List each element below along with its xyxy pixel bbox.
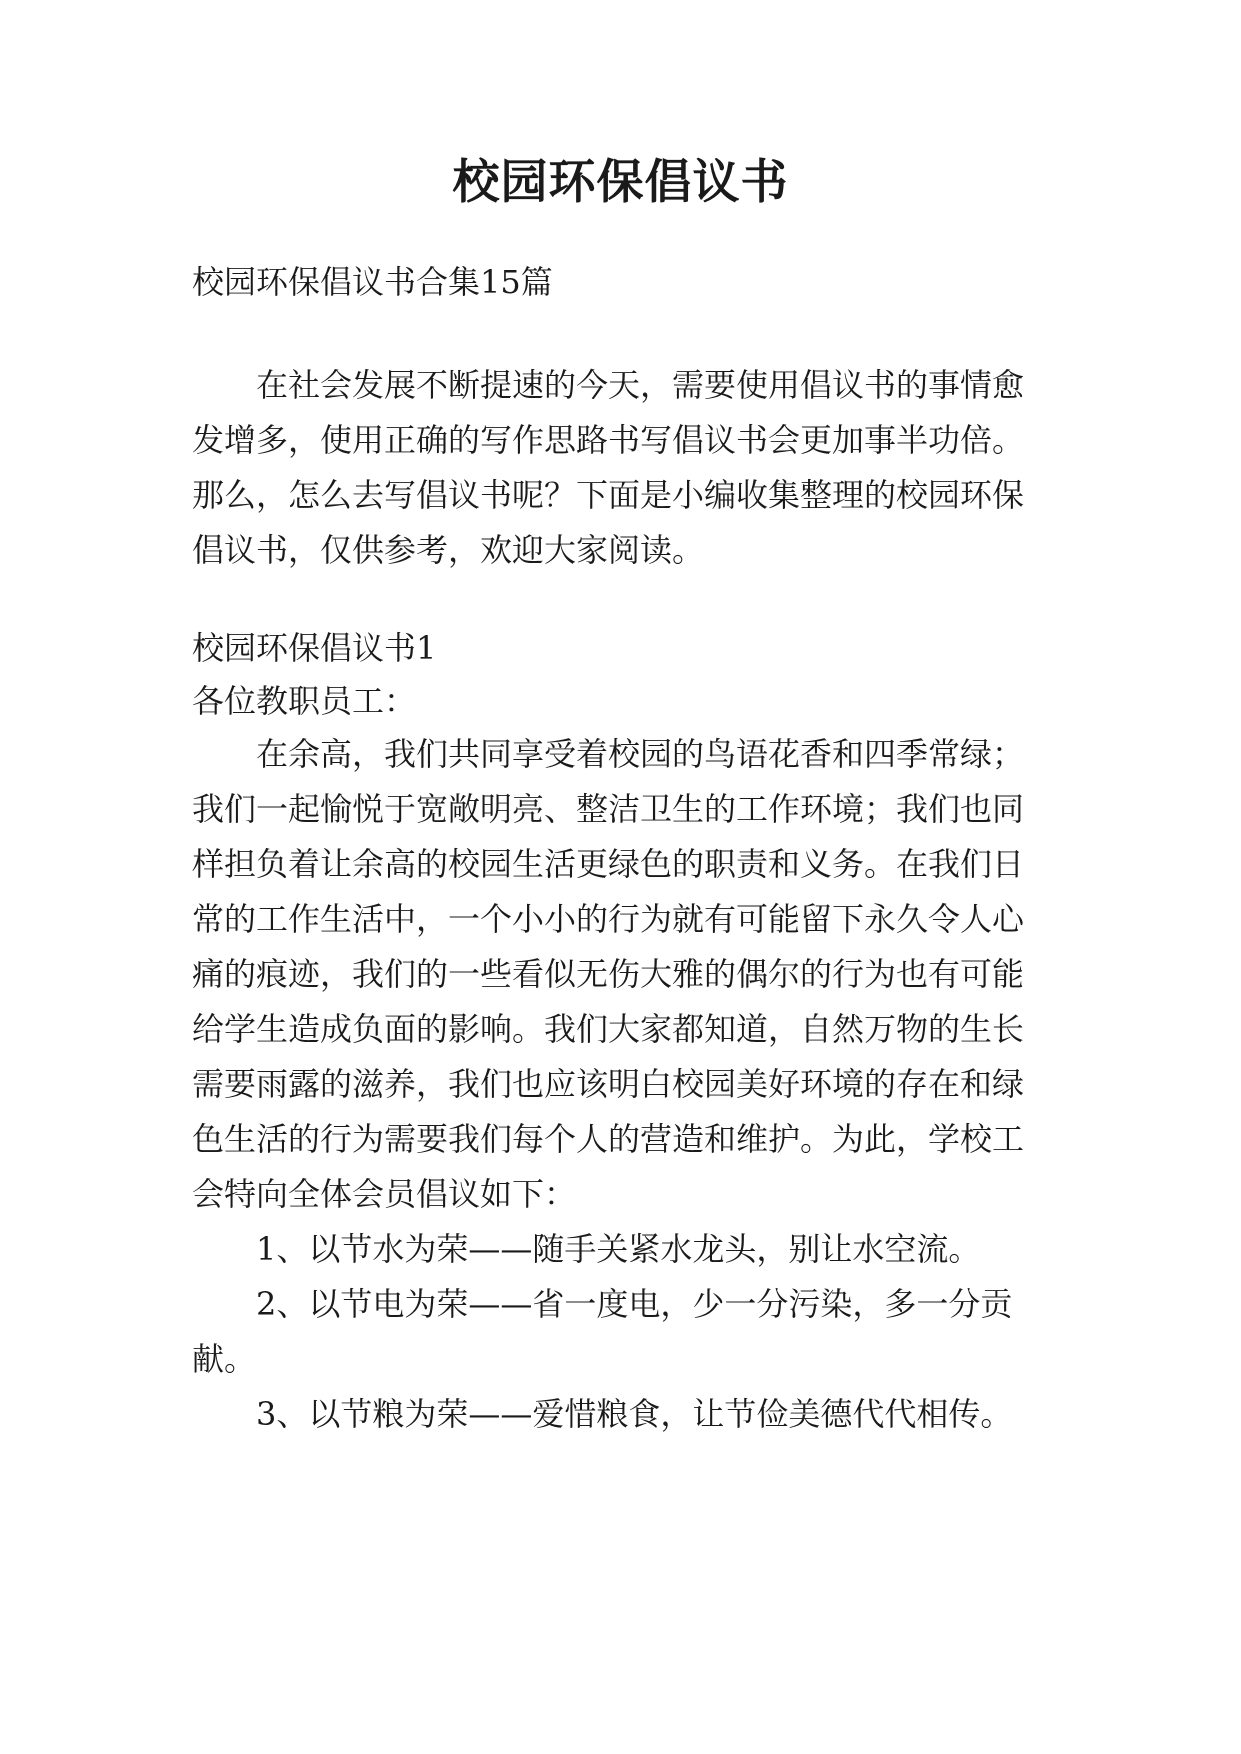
salutation: 各位教职员工： <box>192 682 417 720</box>
body-line: 常的工作生活中，一个小小的行为就有可能留下永久令人心 <box>192 900 1025 938</box>
intro-line: 倡议书，仅供参考，欢迎大家阅读。 <box>192 531 705 569</box>
document-subtitle: 校园环保倡议书合集15篇 <box>192 263 553 301</box>
section-heading: 校园环保倡议书1 <box>192 629 437 667</box>
list-item: 1、以节水为荣——随手关紧水龙头，别让水空流。 <box>256 1230 981 1268</box>
list-item: 3、以节粮为荣——爱惜粮食，让节俭美德代代相传。 <box>256 1395 1013 1433</box>
body-line: 色生活的行为需要我们每个人的营造和维护。为此，学校工 <box>192 1120 1025 1158</box>
body-line: 我们一起愉悦于宽敞明亮、整洁卫生的工作环境；我们也同 <box>192 790 1025 828</box>
intro-line: 那么，怎么去写倡议书呢？下面是小编收集整理的校园环保 <box>192 476 1025 514</box>
body-line: 痛的痕迹，我们的一些看似无伤大雅的偶尔的行为也有可能 <box>192 955 1025 993</box>
list-item: 2、以节电为荣——省一度电，少一分污染，多一分贡 <box>256 1285 1013 1323</box>
list-item-continuation: 献。 <box>192 1340 257 1378</box>
intro-line: 发增多，使用正确的写作思路书写倡议书会更加事半功倍。 <box>192 421 1025 459</box>
body-line: 样担负着让余高的校园生活更绿色的职责和义务。在我们日 <box>192 845 1025 883</box>
body-line: 在余高，我们共同享受着校园的鸟语花香和四季常绿； <box>256 735 1025 773</box>
page-title: 校园环保倡议书 <box>452 155 789 210</box>
body-line: 会特向全体会员倡议如下： <box>192 1175 577 1213</box>
intro-line: 在社会发展不断提速的今天，需要使用倡议书的事情愈 <box>256 366 1025 404</box>
body-line: 给学生造成负面的影响。我们大家都知道，自然万物的生长 <box>192 1010 1025 1048</box>
body-line: 需要雨露的滋养，我们也应该明白校园美好环境的存在和绿 <box>192 1065 1025 1103</box>
